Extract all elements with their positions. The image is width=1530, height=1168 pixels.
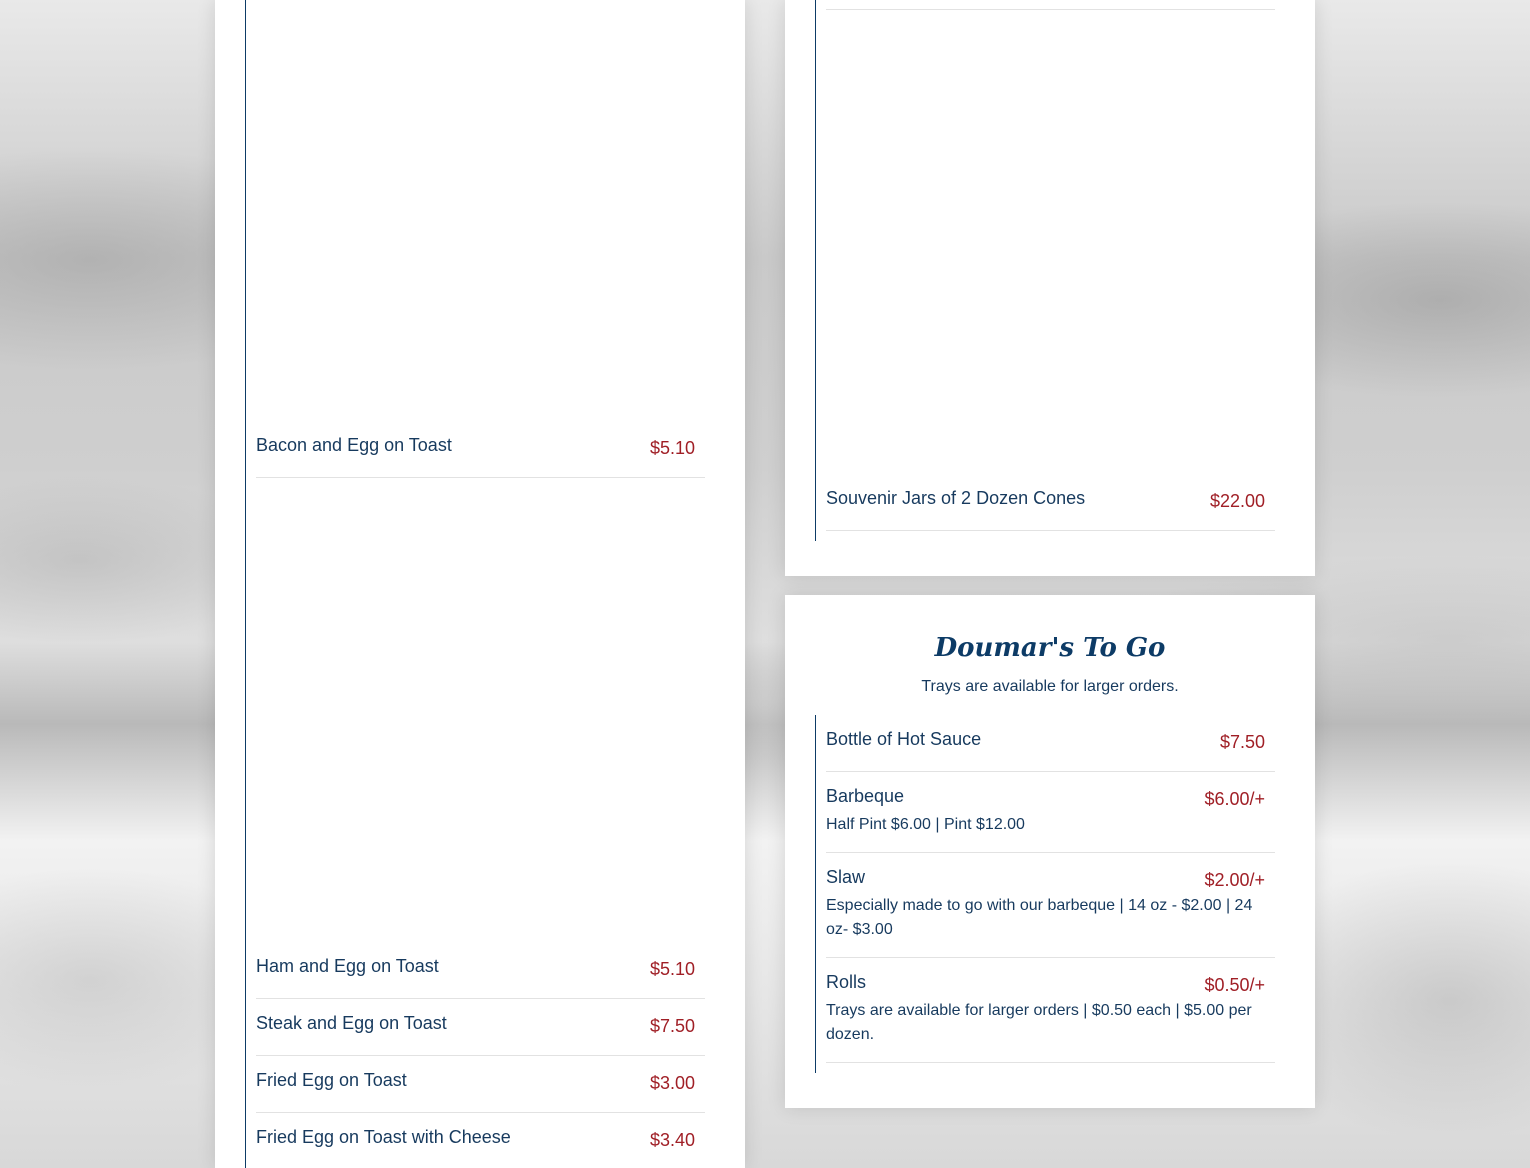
menu-item-fried-egg-with-cheese	[256, 1127, 695, 1157]
menu-item-slaw	[826, 867, 1265, 943]
menu-item-price: $0.50/+	[1204, 975, 1265, 995]
menu-item-description: Especially made to go with our barbeque | 14 oz - $2.00 | 24 oz- $3.00	[826, 897, 1253, 938]
menu-item-price: $5.10	[649, 438, 695, 458]
menu-item-steak-and-egg	[256, 1013, 695, 1043]
section-subtitle: Trays are available for larger orders.	[921, 678, 1179, 695]
menu-item-name: Bacon and Egg on Toast	[256, 435, 452, 455]
menu-item-name: Slaw	[826, 867, 866, 887]
breakfast-menu-panel	[215, 0, 745, 1168]
menu-accent-line	[245, 0, 246, 1168]
menu-item-price: $2.00/+	[1204, 870, 1265, 890]
menu-divider	[826, 771, 1275, 772]
menu-item-price: $22.00	[1209, 491, 1265, 511]
menu-item-price: $7.50	[1219, 732, 1265, 752]
menu-item-price: $5.10	[649, 959, 695, 979]
menu-divider	[826, 852, 1275, 853]
menu-item-name: Barbeque	[826, 786, 905, 806]
menu-item-souvenir-jars	[826, 488, 1265, 518]
menu-divider	[256, 998, 705, 999]
menu-item-name: Bottle of Hot Sauce	[826, 729, 982, 749]
menu-item-price: $6.00/+	[1204, 789, 1265, 809]
menu-item-name: Souvenir Jars of 2 Dozen Cones	[826, 488, 1086, 508]
menu-item-description: Half Pint $6.00 | Pint $12.00	[826, 816, 1025, 833]
menu-item-bacon-and-egg	[256, 435, 695, 465]
menu-item-rolls	[826, 972, 1265, 1048]
souvenir-menu-panel	[785, 0, 1315, 576]
to-go-menu-panel	[785, 595, 1315, 1108]
menu-item-barbeque	[826, 786, 1265, 838]
menu-item-price: $3.40	[649, 1130, 695, 1150]
menu-divider	[256, 1055, 705, 1056]
menu-item-name: Steak and Egg on Toast	[256, 1013, 447, 1033]
menu-item-price: $3.00	[649, 1073, 695, 1093]
menu-item-name: Ham and Egg on Toast	[256, 956, 439, 976]
menu-item-name: Fried Egg on Toast with Cheese	[256, 1127, 511, 1147]
menu-item-name: Rolls	[826, 972, 867, 992]
menu-divider	[826, 957, 1275, 958]
menu-item-fried-egg	[256, 1070, 695, 1100]
menu-item-price: $7.50	[649, 1016, 695, 1036]
menu-item-ham-and-egg	[256, 956, 695, 986]
menu-divider	[826, 1062, 1275, 1063]
section-title: Doumar's To Go	[934, 633, 1166, 663]
menu-item-hot-sauce	[826, 729, 1265, 759]
menu-divider	[826, 530, 1275, 531]
menu-accent-line	[815, 715, 816, 1073]
menu-divider	[826, 9, 1275, 10]
menu-item-description: Trays are available for larger orders | $0.50 each | $5.00 per dozen.	[826, 1002, 1252, 1043]
menu-divider	[256, 1112, 705, 1113]
menu-divider	[256, 477, 705, 478]
menu-item-name: Fried Egg on Toast	[256, 1070, 407, 1090]
menu-accent-line	[815, 0, 816, 541]
